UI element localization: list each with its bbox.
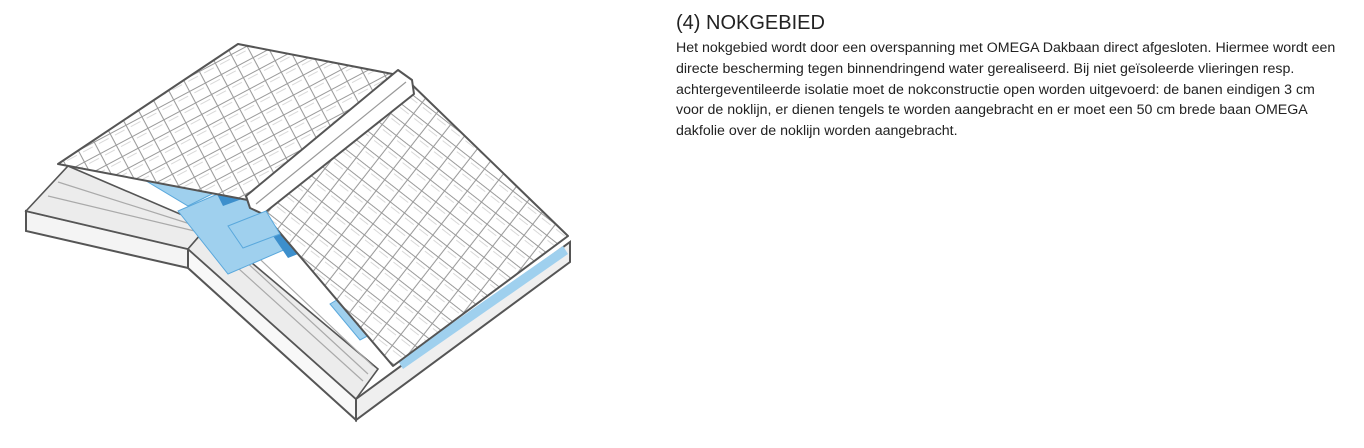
- section-body: Het nokgebied wordt door een overspanning met OMEGA Dakbaan direct afgesloten. Hiermee wordt een directe bescherming tegen binnendringend water gerealiseerd. Bij niet geïsoleerde vlieringen resp. achtergeventileerde isolatie moet de nokconstructie open worden uitgevoerd: de banen eindigen 3 cm voor de noklijn, er dienen tengels te worden aangebracht en er moet een 50 cm brede baan OMEGA dakfolie over de noklijn worden aangebracht.: [676, 40, 1336, 140]
- roof-ridge-illustration: [18, 36, 588, 444]
- description-block: [676, 10, 1336, 142]
- section-heading: (4) NOKGEBIED: [676, 12, 825, 34]
